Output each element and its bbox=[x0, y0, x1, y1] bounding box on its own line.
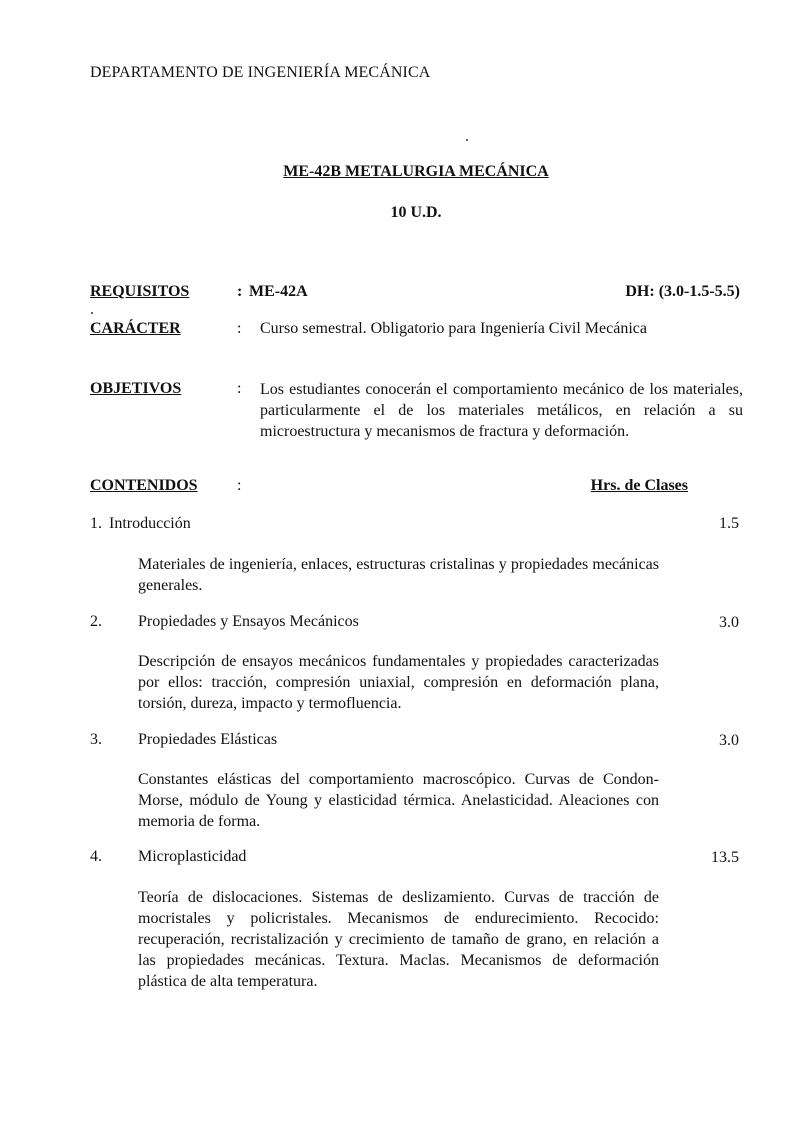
caracter-label: CARÁCTER bbox=[90, 320, 181, 337]
section-number: 3. bbox=[90, 731, 102, 748]
section-description: Materiales de ingeniería, enlaces, estructuras cristalinas y propiedades mecánicas generales. bbox=[138, 556, 659, 594]
course-title: ME-42B METALURGIA MECÁNICA bbox=[283, 163, 549, 180]
requisitos-colon: : bbox=[237, 283, 243, 300]
section-hours: 1.5 bbox=[719, 515, 739, 532]
section-hours: 13.5 bbox=[711, 849, 739, 866]
section-description: Constantes elásticas del comportamiento macroscópico. Curvas de Condon-Morse, módulo de Young y elasticidad térmica. Anelasticidad. Aleaciones con memoria de forma. bbox=[138, 771, 659, 830]
section-description: Teoría de dislocaciones. Sistemas de deslizamiento. Curvas de tracción de mocristales y policristales. Mecanismos de endurecimiento. Recocido: recuperación, recristalización y crecimiento de tamaño de grano, en relación a las propiedades mecánicas. Textura. Maclas. Mecanismos de deformación plástica de alta temperatura. bbox=[138, 889, 659, 990]
contenidos-colon: : bbox=[237, 477, 242, 494]
objetivos-colon: : bbox=[237, 380, 242, 397]
scan-speck bbox=[466, 139, 468, 141]
hours-header: Hrs. de Clases bbox=[590, 477, 688, 494]
caracter-colon: : bbox=[237, 320, 242, 337]
course-units: 10 U.D. bbox=[390, 204, 442, 221]
requisitos-label: REQUISITOS bbox=[90, 283, 190, 300]
section-number: 2. bbox=[90, 613, 102, 630]
section-title: Microplasticidad bbox=[138, 848, 247, 865]
department-header: DEPARTAMENTO DE INGENIERÍA MECÁNICA bbox=[90, 64, 431, 81]
objetivos-label: OBJETIVOS bbox=[90, 380, 182, 397]
objetivos-text: Los estudiantes conocerán el comportamiento mecánico de los materiales, particularmente el de los materiales metálicos, en relación a su microestructura y mecanismos de fractura y deformación. bbox=[260, 381, 743, 440]
section-description: Descripción de ensayos mecánicos fundamentales y propiedades caracterizadas por ellos: tracción, compresión uniaxial, compresión en deformación plana, torsión, dureza, impacto y termofluencia. bbox=[138, 653, 659, 712]
contenidos-label: CONTENIDOS bbox=[90, 477, 198, 494]
section-number: 1. bbox=[90, 515, 102, 532]
section-number: 4. bbox=[90, 848, 102, 865]
section-hours: 3.0 bbox=[719, 732, 739, 749]
scan-speck bbox=[91, 312, 93, 314]
dh-value: DH: (3.0-1.5-5.5) bbox=[625, 283, 740, 300]
caracter-value: Curso semestral. Obligatorio para Ingeniería Civil Mecánica bbox=[260, 320, 647, 337]
section-hours: 3.0 bbox=[719, 614, 739, 631]
section-title: Propiedades y Ensayos Mecánicos bbox=[138, 613, 359, 630]
section-title: Propiedades Elásticas bbox=[138, 731, 278, 748]
requisitos-value: ME-42A bbox=[249, 283, 308, 300]
section-title: Introducción bbox=[109, 515, 191, 532]
